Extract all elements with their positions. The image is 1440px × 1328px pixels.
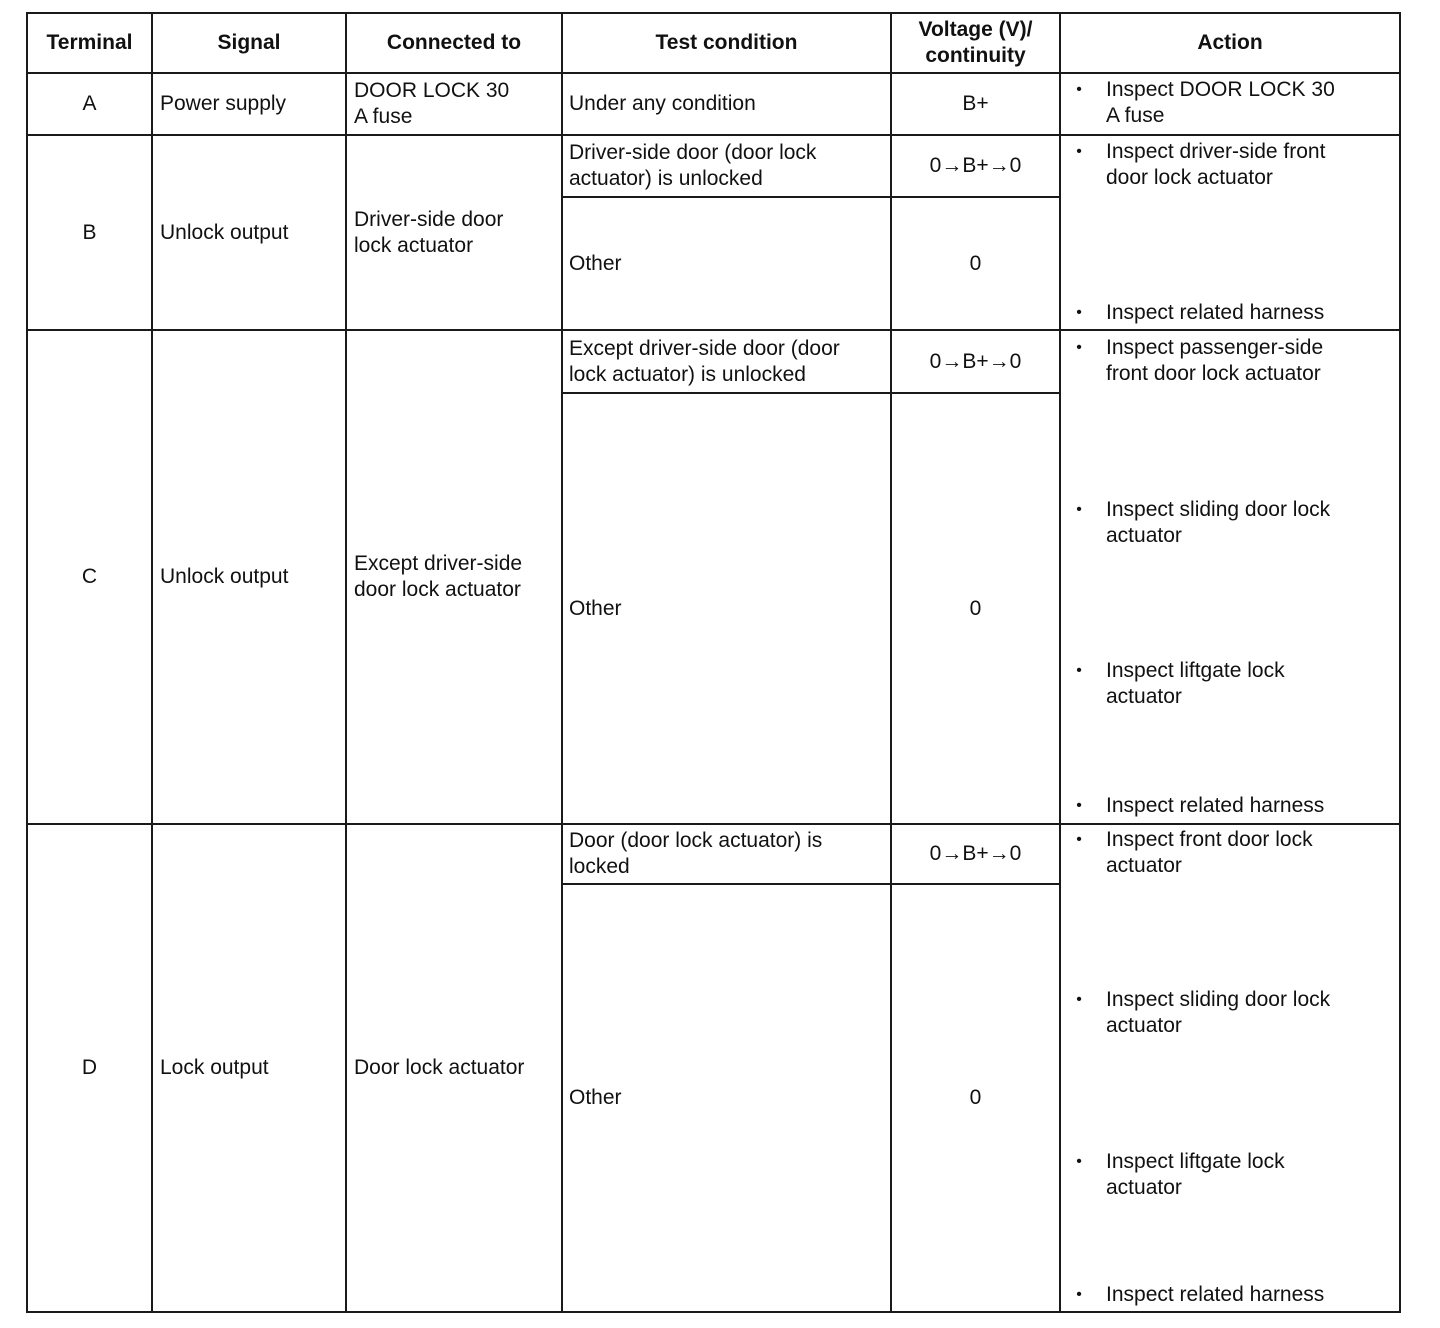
signal-b: Unlock output bbox=[160, 220, 289, 244]
condition-d-2: Other bbox=[569, 1086, 622, 1109]
header-signal: Signal bbox=[217, 31, 281, 54]
signal-c: Unlock output bbox=[160, 565, 289, 588]
col-divider-1 bbox=[151, 12, 153, 1313]
terminal-b: B bbox=[82, 220, 97, 244]
condition-c-1: Except driver-side door (door lock actuator) is unlocked bbox=[569, 336, 840, 386]
terminal-c: C bbox=[81, 565, 98, 588]
voltage-c-1: 0→B+→0 bbox=[929, 349, 1022, 373]
connected-to-c: Except driver-side door lock actuator bbox=[354, 552, 523, 601]
col-divider-2 bbox=[345, 12, 347, 1313]
col-divider-3 bbox=[561, 12, 563, 1313]
header-voltage: Voltage (V)/ continuity bbox=[918, 18, 1033, 67]
terminal-a: A bbox=[82, 92, 97, 115]
voltage-b-1: 0→B+→0 bbox=[929, 154, 1022, 177]
action-text: Inspect liftgate lock actuator bbox=[1106, 1150, 1285, 1199]
action-text: Inspect related harness bbox=[1106, 794, 1325, 817]
action-d-4 bbox=[1076, 1282, 1396, 1308]
header-terminal: Terminal bbox=[46, 31, 133, 54]
action-a-1 bbox=[1076, 77, 1396, 129]
bullet-icon: • bbox=[1076, 143, 1082, 160]
action-text: Inspect front door lock actuator bbox=[1106, 828, 1313, 877]
terminal-d: D bbox=[81, 1056, 98, 1079]
voltage-d-1: 0→B+→0 bbox=[929, 842, 1022, 865]
action-b-2 bbox=[1076, 300, 1396, 326]
action-text: Inspect driver-side front door lock actuator bbox=[1106, 140, 1326, 189]
header-test-condition: Test condition bbox=[655, 31, 798, 54]
condition-b-1: Driver-side door (door lock actuator) is unlocked bbox=[569, 141, 817, 190]
connected-to-a: DOOR LOCK 30 A fuse bbox=[354, 79, 510, 128]
bullet-icon: • bbox=[1076, 501, 1082, 518]
action-text: Inspect passenger-side front door lock actuator bbox=[1106, 336, 1324, 385]
voltage-a-1: B+ bbox=[962, 92, 989, 115]
action-text: Inspect sliding door lock actuator bbox=[1106, 498, 1331, 547]
bullet-icon: • bbox=[1076, 1153, 1082, 1170]
bullet-icon: • bbox=[1076, 831, 1082, 848]
condition-d-1: Door (door lock actuator) is locked bbox=[569, 829, 823, 878]
action-d-1 bbox=[1076, 827, 1396, 879]
action-text: Inspect liftgate lock actuator bbox=[1106, 659, 1285, 708]
signal-a: Power supply bbox=[160, 92, 287, 115]
bullet-icon: • bbox=[1076, 991, 1082, 1008]
action-d-3 bbox=[1076, 1149, 1396, 1201]
connected-to-d: Door lock actuator bbox=[354, 1056, 525, 1079]
col-divider-5 bbox=[1059, 12, 1061, 1313]
bullet-icon: • bbox=[1076, 304, 1082, 321]
action-d-2 bbox=[1076, 987, 1396, 1039]
header-connected-to: Connected to bbox=[386, 31, 522, 54]
bullet-icon: • bbox=[1076, 1286, 1082, 1303]
signal-d: Lock output bbox=[160, 1056, 269, 1079]
table-border-right bbox=[1399, 12, 1401, 1313]
action-text: Inspect sliding door lock actuator bbox=[1106, 988, 1331, 1037]
voltage-b-2: 0 bbox=[969, 251, 982, 275]
bullet-icon: • bbox=[1076, 81, 1082, 98]
condition-c-2: Other bbox=[569, 596, 622, 620]
voltage-c-2: 0 bbox=[969, 596, 982, 620]
voltage-d-2: 0 bbox=[969, 1086, 982, 1109]
header-action: Action bbox=[1197, 31, 1263, 54]
connected-to-b: Driver-side door lock actuator bbox=[354, 207, 504, 257]
condition-b-2: Other bbox=[569, 251, 622, 275]
bullet-icon: • bbox=[1076, 797, 1082, 814]
action-text: Inspect related harness bbox=[1106, 1283, 1325, 1306]
action-c-4 bbox=[1076, 793, 1396, 819]
action-text: Inspect DOOR LOCK 30 A fuse bbox=[1106, 78, 1335, 127]
action-c-1 bbox=[1076, 335, 1396, 387]
bullet-icon: • bbox=[1076, 662, 1082, 679]
bullet-icon: • bbox=[1076, 339, 1082, 356]
action-text: Inspect related harness bbox=[1106, 301, 1325, 324]
action-c-3 bbox=[1076, 658, 1396, 710]
condition-a-1: Under any condition bbox=[569, 92, 756, 115]
action-b-1 bbox=[1076, 139, 1396, 191]
action-c-2 bbox=[1076, 497, 1396, 549]
table-border-bottom bbox=[26, 1311, 1401, 1313]
